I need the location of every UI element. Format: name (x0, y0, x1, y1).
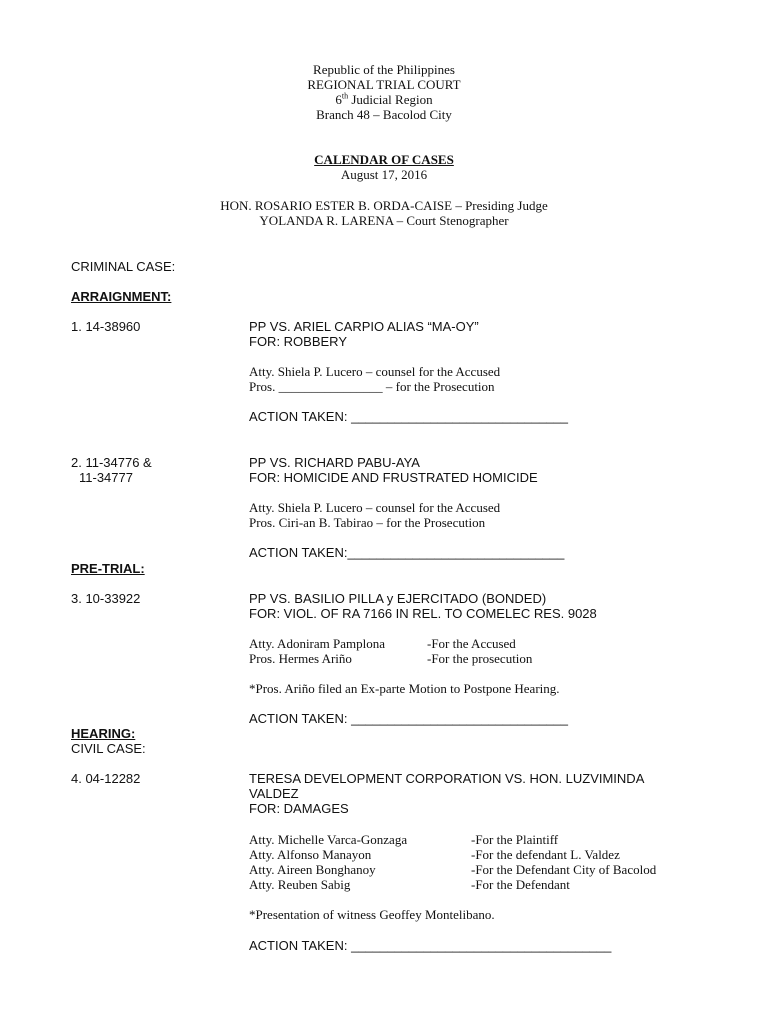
party-role: -For the Defendant (471, 877, 570, 892)
party-name: Atty. Michelle Varca-Gonzaga (249, 832, 408, 847)
case-for: FOR: ROBBERY (249, 334, 348, 349)
party-name: Atty. Aireen Bonghanoy (249, 862, 376, 877)
action-taken: ACTION TAKEN:______________________________ (249, 545, 565, 560)
court-stenographer: YOLANDA R. LARENA – Court Stenographer (259, 213, 509, 228)
calendar-date: August 17, 2016 (340, 167, 428, 182)
case-for: FOR: VIOL. OF RA 7166 IN REL. TO COMELEC RES. 9028 (249, 606, 597, 621)
party-role: -For the prosecution (427, 651, 533, 666)
case-title: PP VS. BASILIO PILLA y EJERCITADO (BONDED) (249, 591, 547, 606)
section-arraignment: ARRAIGNMENT: (71, 289, 172, 304)
section-pre-trial: PRE-TRIAL: (71, 561, 145, 576)
case-number: 4. 04-12282 (71, 771, 141, 786)
counsel-accused: Atty. Shiela P. Lucero – counsel for the Accused (249, 364, 501, 379)
header-republic: Republic of the Philippines (313, 62, 455, 77)
case-title: TERESA DEVELOPMENT CORPORATION VS. HON. LUZVIMINDA (249, 771, 645, 786)
case-number-second: 11-34777 (79, 470, 133, 485)
party-role: -For the defendant L. Valdez (471, 847, 620, 862)
case-number: 2. 11-34776 & (71, 455, 152, 470)
case-title-continued: VALDEZ (249, 786, 299, 801)
action-taken: ACTION TAKEN: ______________________________ (249, 711, 568, 726)
section-criminal-case: CRIMINAL CASE: (71, 259, 176, 274)
party-name: Pros. Hermes Ariño (249, 651, 352, 666)
case-for: FOR: DAMAGES (249, 801, 349, 816)
party-name: Atty. Reuben Sabig (249, 877, 351, 892)
header-court: REGIONAL TRIAL COURT (307, 77, 461, 92)
case-note: *Pros. Ariño filed an Ex-parte Motion to Postpone Hearing. (249, 681, 560, 696)
presiding-judge: HON. ROSARIO ESTER B. ORDA-CAISE – Presiding Judge (220, 198, 548, 213)
party-role: -For the Plaintiff (471, 832, 559, 847)
party-name: Atty. Adoniram Pamplona (249, 636, 386, 651)
header-branch: Branch 48 – Bacolod City (316, 107, 452, 122)
party-role: -For the Accused (427, 636, 516, 651)
action-taken: ACTION TAKEN: ______________________________ (249, 409, 568, 424)
case-title: PP VS. ARIEL CARPIO ALIAS “MA-OY” (249, 319, 479, 334)
case-note: *Presentation of witness Geoffey Montelibano. (249, 907, 495, 922)
section-hearing: HEARING: (71, 726, 136, 741)
case-number: 3. 10-33922 (71, 591, 141, 606)
case-for: FOR: HOMICIDE AND FRUSTRATED HOMICIDE (249, 470, 538, 485)
case-number: 1. 14-38960 (71, 319, 141, 334)
party-role: -For the Defendant City of Bacolod (471, 862, 657, 877)
counsel-prosecution: Pros. ________________ – for the Prosecution (249, 379, 495, 394)
case-title: PP VS. RICHARD PABU-AYA (249, 455, 420, 470)
section-civil-case: CIVIL CASE: (71, 741, 146, 756)
party-name: Atty. Alfonso Manayon (249, 847, 372, 862)
counsel-prosecution: Pros. Ciri-an B. Tabirao – for the Prosecution (249, 515, 486, 530)
counsel-accused: Atty. Shiela P. Lucero – counsel for the Accused (249, 500, 501, 515)
calendar-title: CALENDAR OF CASES (314, 152, 454, 167)
action-taken: ACTION TAKEN: ____________________________________ (249, 938, 612, 953)
header-region: 6th Judicial Region (335, 91, 433, 107)
